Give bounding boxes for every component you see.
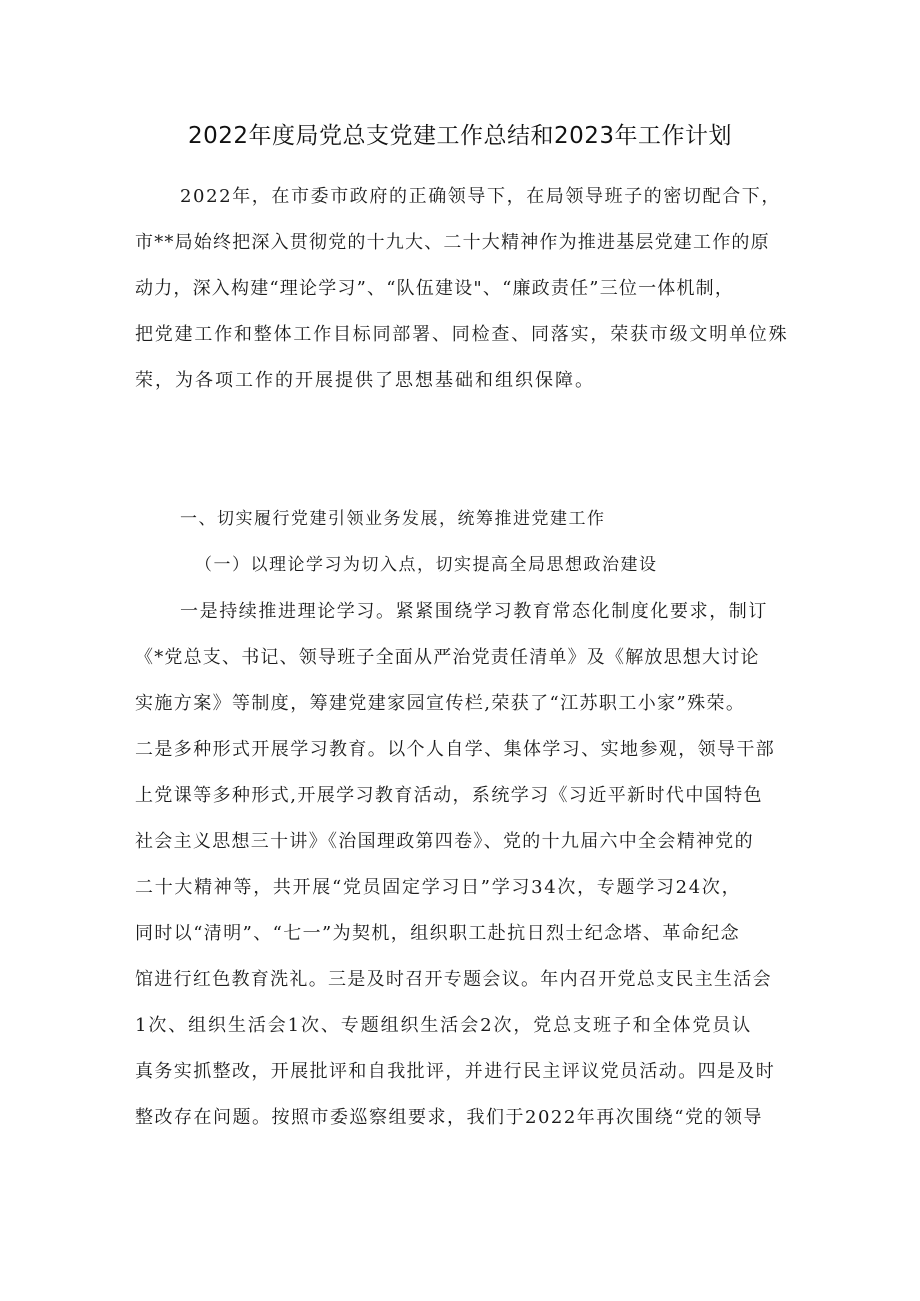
intro-line: 动力，深入构建“理论学习”、“队伍建设"、“廉政责任”三位一体机制， — [135, 278, 735, 299]
body-line: 二十大精神等，共开展“党员固定学习日”学习34次，专题学习24次， — [135, 877, 742, 898]
intro-line: 荣，为各项工作的开展提供了思想基础和组织保障。 — [135, 370, 595, 391]
body-line: 整改存在问题。按照市委巡察组要求，我们于2022年再次围绕“党的领导 — [135, 1107, 764, 1128]
body-line: 一是持续推进理论学习。紧紧围绕学习教育常态化制度化要求，制订 — [180, 601, 768, 622]
body-line: 实施方案》等制度，筹建党建家园宣传栏,荣获了“江苏职工小家”殊荣。 — [135, 693, 746, 714]
body-line: 社会主义思想三十讲》《治国理政第四卷》、党的十九届六中全会精神党的 — [135, 831, 754, 852]
body-line: 真务实抓整改，开展批评和自我批评，并进行民主评议党员活动。四是及时 — [135, 1061, 776, 1082]
body-line: 1次、组织生活会1次、专题组织生活会2次，党总支班子和全体党员认 — [135, 1015, 753, 1036]
document-title: 2022年度局党总支党建工作总结和2023年工作计划 — [187, 123, 733, 149]
body-line: 二是多种形式开展学习教育。以个人自学、集体学习、实地参观，领导干部 — [135, 739, 776, 760]
body-line: 上党课等多种形式,开展学习教育活动，系统学习《习近平新时代中国特色 — [135, 785, 763, 806]
intro-line: 市**局始终把深入贯彻党的十九大、二十大精神作为推进基层党建工作的原 — [135, 232, 770, 253]
intro-line: 2022年，在市委市政府的正确领导下，在局领导班子的密切配合下， — [180, 186, 782, 207]
body-line: 《*党总支、书记、领导班子全面从严治党责任清单》及《解放思想大讨论 — [135, 647, 760, 668]
section-heading: 一、切实履行党建引领业务发展，统筹推进党建工作 — [180, 509, 606, 529]
intro-line: 把党建工作和整体工作目标同部署、同检查、同落实，荣获市级文明单位殊 — [135, 324, 789, 345]
body-line: 同时以“清明”、“七一”为契机，组织职工赴抗日烈士纪念塔、革命纪念 — [135, 923, 741, 944]
body-line: 馆进行红色教育洗礼。三是及时召开专题会议。年内召开党总支民主生活会 — [135, 969, 772, 990]
subsection-heading: （一）以理论学习为切入点，切实提高全局思想政治建设 — [195, 555, 658, 575]
